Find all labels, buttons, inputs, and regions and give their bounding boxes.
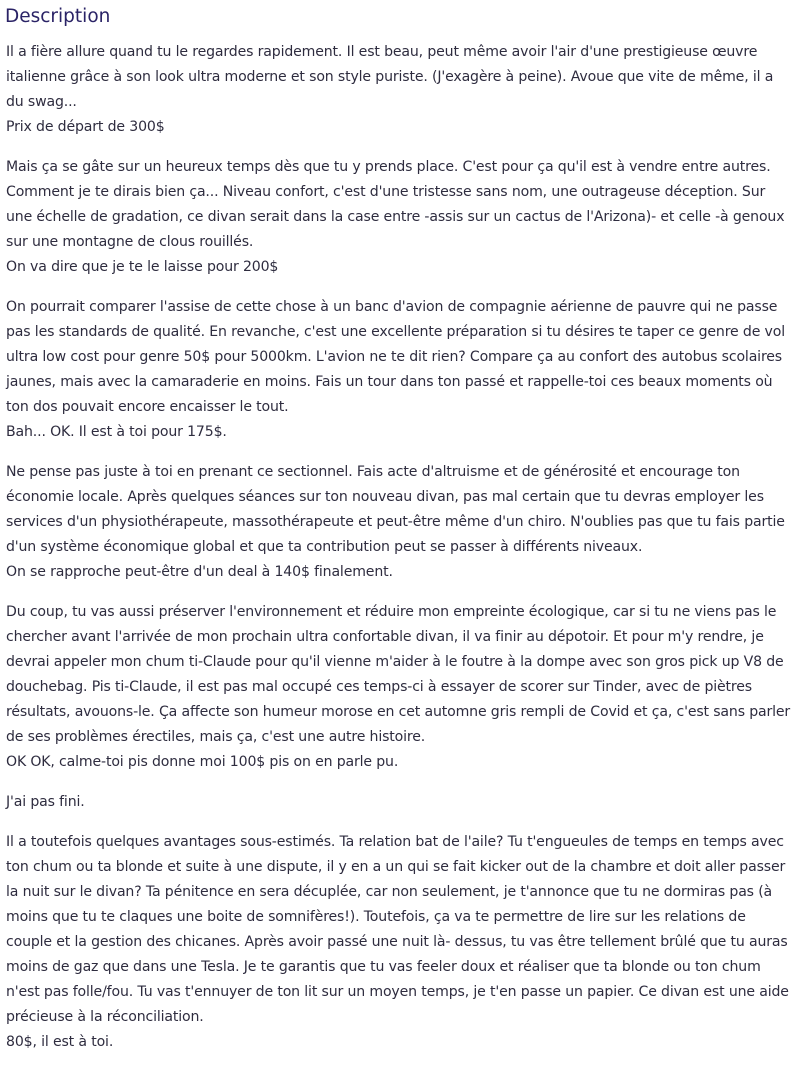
description-paragraph-2	[6, 155, 794, 280]
paragraph-body: J'ai pas fini.	[6, 794, 85, 810]
paragraph-body: Du coup, tu vas aussi préserver l'environnement et réduire mon empreinte écologique, car si tu ne viens pas le chercher avant l'arrivée de mon prochain ultra confortable divan, il va finir au dépotoir. Et pour m'y rendre, je devrai appeler mon chum ti-Claude pour qu'il vienne m'aider à le foutre à la dompe avec son gros pick up V8 de douchebag. Pis ti-Claude, il est pas mal occupé ces temps-ci à essayer de scorer sur Tinder, avec de piètres résultats, avouons-le. Ça affecte son humeur morose en cet automne gris rempli de Covid et ça, c'est sans parler de ses problèmes érectiles, mais ça, c'est une autre histoire.	[6, 604, 791, 745]
price-line: Prix de départ de 300$	[6, 119, 165, 135]
price-line: 80$, il est à toi.	[6, 1034, 114, 1050]
price-line: On se rapproche peut-être d'un deal à 140$ finalement.	[6, 564, 393, 580]
paragraph-body: Ne pense pas juste à toi en prenant ce sectionnel. Fais acte d'altruisme et de générosité et encourage ton économie locale. Après quelques séances sur ton nouveau divan, pas mal certain que tu devras employer les services d'un physiothérapeute, massothérapeute et peut-être même d'un chiro. N'oublies pas que tu fais partie d'un système économique global et que ta contribution peut se passer à différents niveaux.	[6, 464, 785, 555]
price-line: Bah... OK. Il est à toi pour 175$.	[6, 424, 227, 440]
price-line: On va dire que je te le laisse pour 200$	[6, 259, 279, 275]
description-paragraph-4	[6, 460, 794, 585]
description-paragraph-7	[6, 830, 794, 1055]
paragraph-body: Il a toutefois quelques avantages sous-estimés. Ta relation bat de l'aile? Tu t'engueules de temps en temps avec ton chum ou ta blonde et suite à une dispute, il y en a un qui se fait kicker out de la chambre et doit aller passer la nuit sur le divan? Ta pénitence en sera décuplée, car non seulement, je t'annonce que tu ne dormiras pas (à moins que tu te claques une boite de somnifères!). Toutefois, ça va te permettre de lire sur les relations de couple et la gestion des chicanes. Après avoir passé une nuit là- dessus, tu vas être tellement brûlé que tu auras moins de gaz que dans une Tesla. Je te garantis que tu vas feeler doux et réaliser que ta blonde ou ton chum n'est pas folle/fou. Tu vas t'ennuyer de ton lit sur un moyen temps, je t'en passe un papier. Ce divan est une aide précieuse à la réconciliation.	[6, 834, 789, 1025]
description-paragraph-5	[6, 600, 794, 775]
section-title: Description	[5, 6, 111, 27]
price-line: OK OK, calme-toi pis donne moi 100$ pis on en parle pu.	[6, 754, 399, 770]
paragraph-body: Mais ça se gâte sur un heureux temps dès que tu y prends place. C'est pour ça qu'il est à vendre entre autres. Comment je te dirais bien ça... Niveau confort, c'est d'une tristesse sans nom, une outrageuse déception. Sur une échelle de gradation, ce divan serait dans la case entre -assis sur un cactus de l'Arizona)- et celle -à genoux sur une montagne de clous rouillés.	[6, 159, 785, 250]
description-paragraph-3	[6, 295, 794, 445]
description-paragraph-6	[6, 790, 794, 815]
description-paragraph-1	[6, 40, 794, 140]
paragraph-body: Il a fière allure quand tu le regardes rapidement. Il est beau, peut même avoir l'air d'une prestigieuse œuvre italienne grâce à son look ultra moderne et son style puriste. (J'exagère à peine). Avoue que vite de même, il a du swag...	[6, 44, 774, 110]
paragraph-body: On pourrait comparer l'assise de cette chose à un banc d'avion de compagnie aérienne de pauvre qui ne passe pas les standards de qualité. En revanche, c'est une excellente préparation si tu désires te taper ce genre de vol ultra low cost pour genre 50$ pour 5000km. L'avion ne te dit rien? Compare ça au confort des autobus scolaires jaunes, mais avec la camaraderie en moins. Fais un tour dans ton passé et rappelle-toi ces beaux moments où ton dos pouvait encore encaisser le tout.	[6, 299, 785, 415]
